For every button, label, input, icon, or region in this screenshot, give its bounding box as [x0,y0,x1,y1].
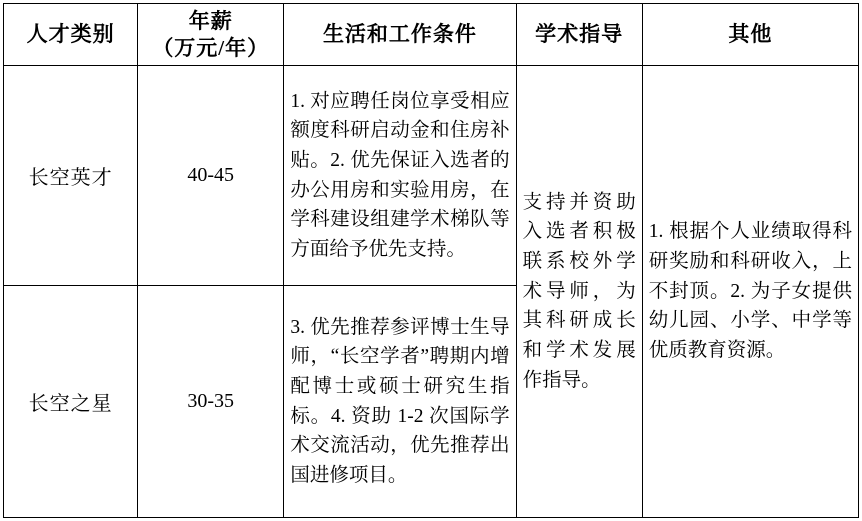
cell-academic-guidance: 支持并资助入选者积极联系校外学术导师，为其科研成长和学术发展作指导。 [516,66,642,518]
cell-living-working-conditions: 3. 优先推荐参评博士生导师，“长空学者”聘期内增配博士或硕士研究生指标。4. 资助 1-2 次国际学术交流活动，优先推荐出国进修项目。 [284,286,516,518]
column-header-other [642,4,858,66]
column-header-academic-guidance [516,4,642,66]
cell-other: 1. 根据个人业绩取得科研奖励和科研收入，上不封顶。2. 为子女提供幼儿园、小学、中学等优质教育资源。 [642,66,858,518]
header-line: 生活和工作条件 [322,22,477,47]
header-line: 学术指导 [535,22,624,47]
table-body [4,66,859,518]
talent-policy-table [3,3,859,518]
header-line: 年薪 [188,9,233,34]
header-row [4,4,859,66]
header-line: 其他 [728,22,773,47]
table-header [4,4,859,66]
cell-talent-category: 长空之星 [4,286,138,518]
cell-annual-salary: 40-45 [138,66,284,286]
column-header-annual-salary [138,4,284,66]
cell-annual-salary: 30-35 [138,286,284,518]
cell-talent-category: 长空英才 [4,66,138,286]
column-header-talent-category [4,4,138,66]
document-page [0,3,862,521]
cell-living-working-conditions: 1. 对应聘任岗位享受相应额度科研启动金和住房补贴。2. 优先保证入选者的办公用房和实验用房，在学科建设组建学术梯队等方面给予优先支持。 [284,66,516,286]
header-line: 人才类别 [26,22,115,47]
table-row [4,66,859,286]
header-line-unit: （万元/年） [152,35,270,60]
column-header-living-working-conditions [284,4,516,66]
